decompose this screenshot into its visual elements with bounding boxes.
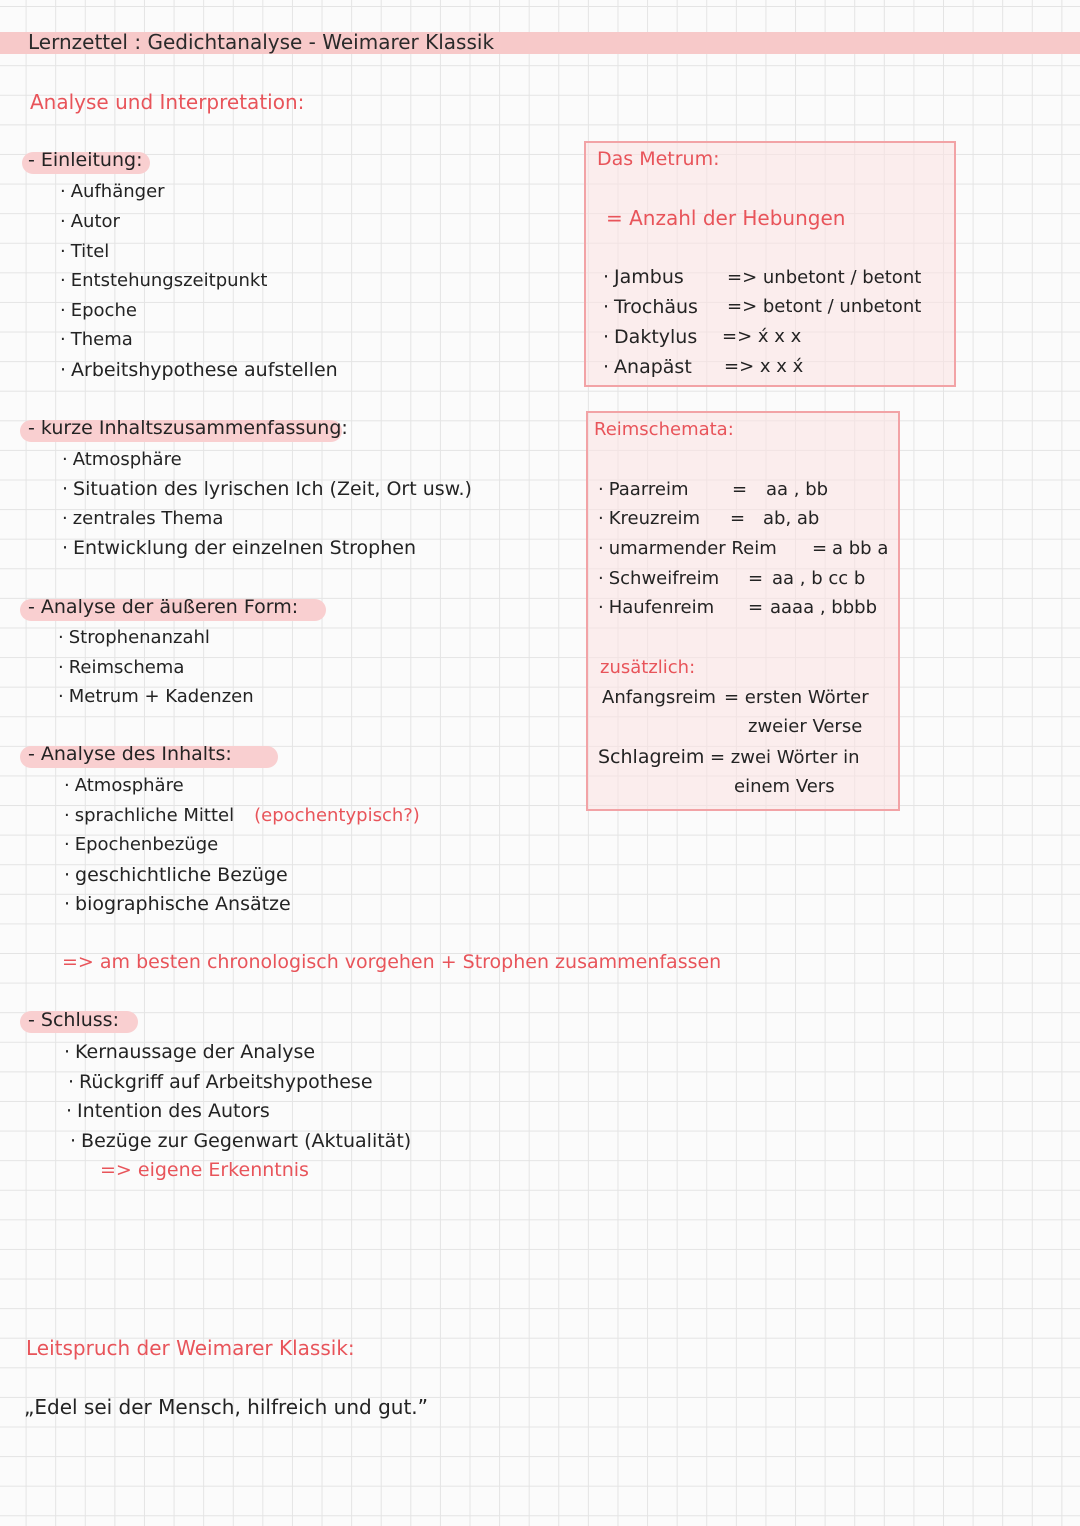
equals-sign: = [732, 479, 748, 500]
metrum-value: => x x x́ [724, 356, 804, 377]
equals-sign: = [730, 508, 746, 529]
main-heading: Analyse und Interpretation: [30, 90, 305, 114]
list-item: · Daktylus [603, 326, 698, 348]
list-item: · Titel [60, 241, 110, 262]
rhyme-pattern: ab, ab [763, 508, 820, 529]
equals-sign: = [812, 538, 828, 559]
note-epochentypisch: (epochentypisch?) [254, 805, 420, 826]
list-item: · Entwicklung der einzelnen Strophen [62, 537, 417, 559]
list-item: · umarmender Reim [598, 538, 777, 559]
metrum-value: => unbetont / betont [727, 267, 922, 288]
equals-sign: = [748, 597, 764, 618]
list-item: · Epochenbezüge [64, 834, 219, 855]
zusaetzlich-title: zusätzlich: [600, 657, 696, 678]
list-item: · Bezüge zur Gegenwart (Aktualität) [70, 1130, 412, 1152]
rhyme-pattern: aaaa , bbbb [770, 597, 877, 618]
list-item: · Thema [60, 329, 133, 350]
list-item: · Trochäus [603, 296, 698, 318]
list-item: · Entstehungszeitpunkt [60, 270, 268, 291]
anfangsreim-def-2: zweier Verse [748, 716, 863, 737]
anfangsreim-term: Anfangsreim [602, 687, 716, 708]
metrum-value: => betont / unbetont [727, 296, 922, 317]
section-aeussere-form: - Analyse der äußeren Form: [28, 596, 299, 618]
equals-sign: = [748, 568, 764, 589]
metrum-title: Das Metrum: [597, 148, 720, 170]
anfangsreim-def: = ersten Wörter [724, 687, 869, 708]
list-item: · Haufenreim [598, 597, 715, 618]
rhyme-pattern: aa , bb [766, 479, 829, 500]
reimschemata-title: Reimschemata: [594, 419, 734, 440]
metrum-definition: = Anzahl der Hebungen [606, 206, 846, 230]
list-item: · Metrum + Kadenzen [58, 686, 254, 707]
list-item: · Aufhänger [60, 181, 165, 202]
list-item: · Arbeitshypothese aufstellen [60, 359, 338, 381]
list-item: · Anapäst [603, 356, 692, 378]
list-item: · Kreuzreim [598, 508, 701, 529]
list-item: · sprachliche Mittel (epochentypisch?) [64, 805, 420, 826]
motto-heading: Leitspruch der Weimarer Klassik: [26, 1336, 355, 1360]
page-title: Lernzettel : Gedichtanalyse - Weimarer Klassik [28, 30, 495, 54]
schlagreim-def: = zwei Wörter in [710, 747, 860, 768]
motto-quote: „Edel sei der Mensch, hilfreich und gut.” [24, 1395, 429, 1419]
list-item: · geschichtliche Bezüge [64, 864, 288, 886]
section-inhaltszusammenfassung: - kurze Inhaltszusammenfassung: [28, 417, 348, 439]
section-einleitung: - Einleitung: [28, 149, 143, 171]
schlagreim-term: Schlagreim [598, 746, 705, 768]
list-item: · Strophenanzahl [58, 627, 210, 648]
inhalt-conclusion: => am besten chronologisch vorgehen + Strophen zusammenfassen [62, 951, 722, 973]
list-item: · Schweifreim [598, 568, 720, 589]
section-inhalt: - Analyse des Inhalts: [28, 743, 232, 765]
list-item: · biographische Ansätze [64, 893, 291, 915]
section-schluss: - Schluss: [28, 1009, 119, 1031]
list-item: · Autor [60, 211, 120, 232]
list-item: · Atmosphäre [64, 775, 184, 796]
schlagreim-def-2: einem Vers [734, 776, 835, 797]
list-item: · Situation des lyrischen Ich (Zeit, Ort usw.) [62, 478, 472, 500]
list-item: · zentrales Thema [62, 508, 224, 529]
metrum-box [584, 141, 956, 387]
list-item: · Atmosphäre [62, 449, 182, 470]
list-item: · Jambus [603, 266, 684, 288]
list-item: · Intention des Autors [66, 1100, 270, 1122]
list-item: · Paarreim [598, 479, 689, 500]
list-item: · Epoche [60, 300, 137, 321]
list-item: · Reimschema [58, 657, 185, 678]
schluss-conclusion: => eigene Erkenntnis [100, 1159, 309, 1181]
metrum-value: => x́ x x [722, 326, 802, 347]
rhyme-pattern: aa , b cc b [772, 568, 866, 589]
rhyme-pattern: a bb a [832, 538, 889, 559]
list-item: · Kernaussage der Analyse [64, 1041, 316, 1063]
list-item: · Rückgriff auf Arbeitshypothese [68, 1071, 373, 1093]
